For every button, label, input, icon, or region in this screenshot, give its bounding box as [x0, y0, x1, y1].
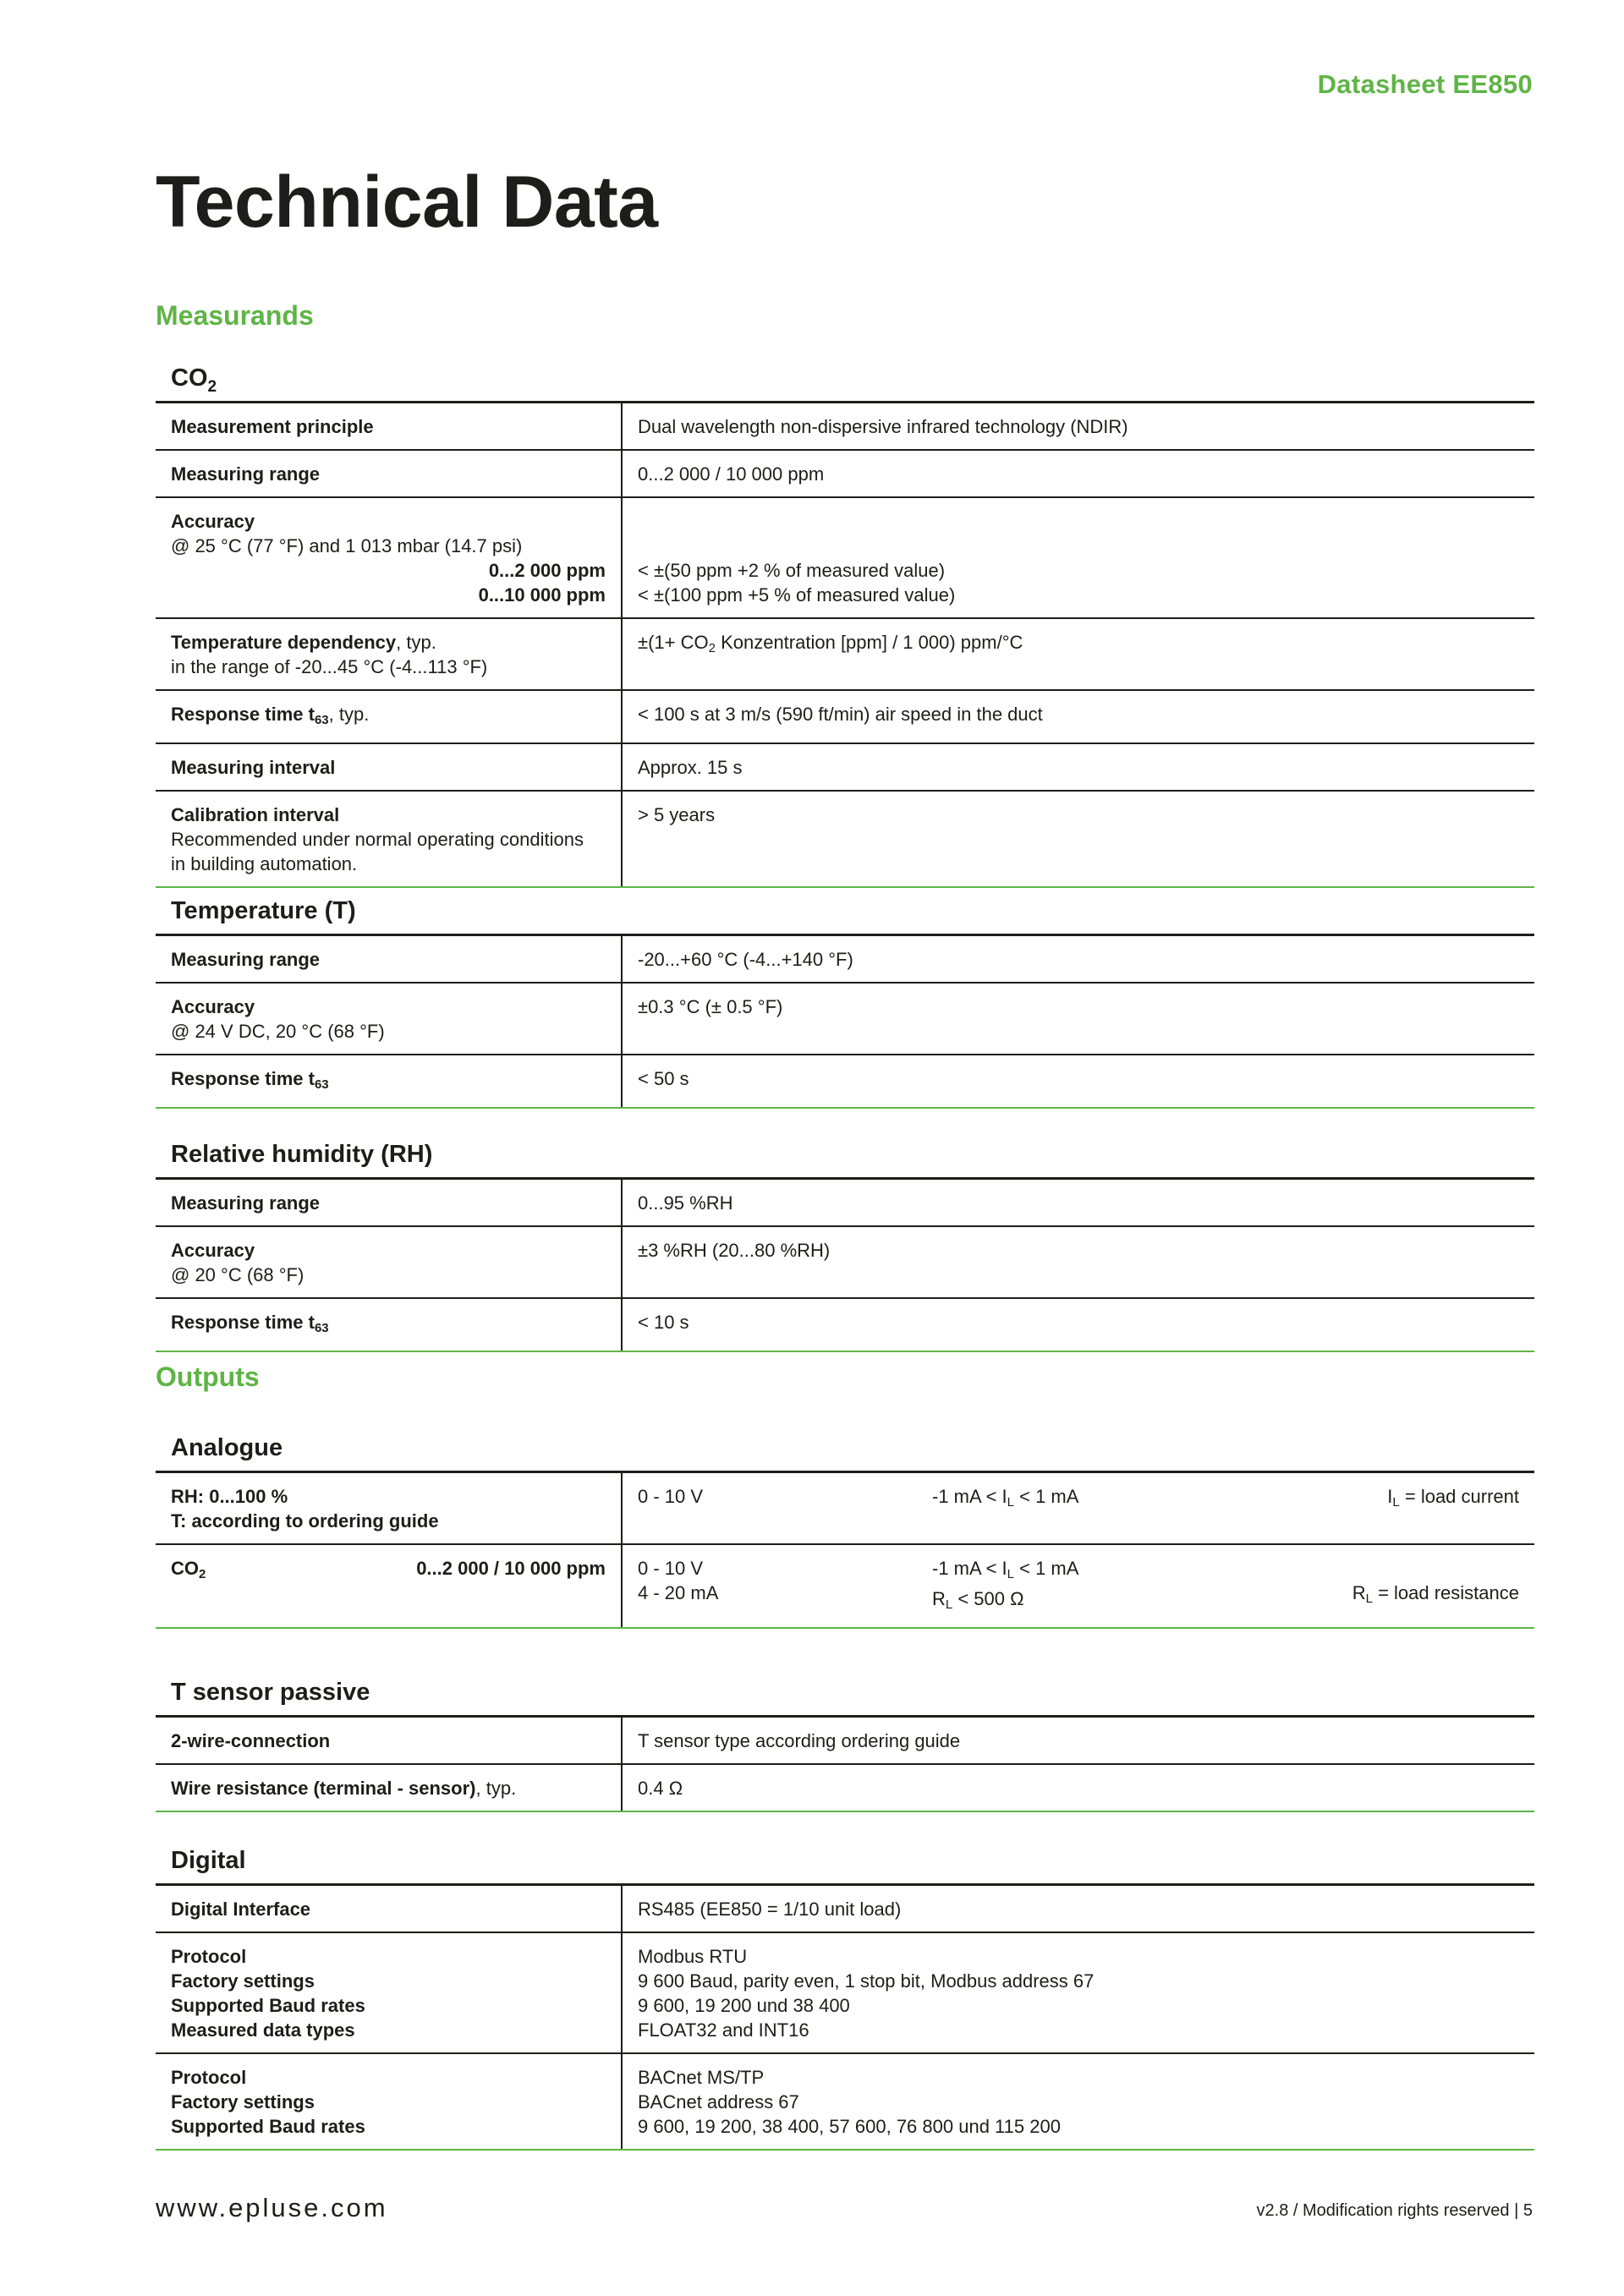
analogue-t-label: T: according to ordering guide [171, 1510, 439, 1532]
table-row [156, 1180, 1534, 1227]
co2-table-title [156, 362, 1534, 401]
load-current-a: I [1387, 1486, 1393, 1507]
table-row [156, 1473, 1534, 1545]
row-value: 0...2 000 / 10 000 ppm [638, 463, 825, 485]
table-row [156, 1545, 1534, 1629]
row-value: 0...95 %RH [638, 1192, 733, 1214]
row-label [156, 1055, 623, 1107]
datasheet-tag: Datasheet EE850 [1317, 69, 1533, 99]
row-label [156, 619, 623, 689]
row-label [156, 1227, 623, 1297]
row-value: > 5 years [638, 804, 716, 825]
bacnet-factory-label: Factory settings [171, 2091, 315, 2112]
accuracy-condition: @ 24 V DC, 20 °C (68 °F) [171, 1021, 385, 1042]
table-row [156, 1886, 1534, 1933]
table-row [156, 1718, 1534, 1765]
modbus-baud-label: Supported Baud rates [171, 1995, 365, 2016]
row-value [623, 1545, 1534, 1627]
calib-label: Calibration interval [171, 804, 340, 825]
row-value [623, 1473, 1534, 1543]
bacnet-protocol-value: BACnet MS/TP [638, 2067, 765, 2088]
load-current-sub: L [1392, 1495, 1400, 1510]
load-current-b: = load current [1399, 1486, 1519, 1507]
co2-title-main: CO [171, 364, 208, 392]
table-row [156, 619, 1534, 691]
temperature-table-title: Temperature (T) [171, 897, 356, 924]
row-label [156, 498, 623, 617]
table-row [156, 1055, 1534, 1109]
tsensor-table [156, 1676, 1534, 1812]
co2-label-sub: 2 [199, 1567, 206, 1581]
response-label: Response time t [171, 1068, 315, 1089]
load-resistance-sub: L [1365, 1592, 1373, 1606]
accuracy-condition: @ 25 °C (77 °F) and 1 013 mbar (14.7 psi) [171, 535, 523, 556]
row-value: RS485 (EE850 = 1/10 unit load) [638, 1899, 902, 1920]
row-label [156, 1299, 623, 1351]
row-value [623, 1933, 1534, 2052]
load-resistance-a: R [1352, 1582, 1366, 1603]
table-row [156, 2054, 1534, 2151]
analogue-voltage: 0 - 10 V [638, 1486, 704, 1507]
analogue-table-title: Analogue [171, 1434, 283, 1461]
response-label: Response time t [171, 1312, 315, 1333]
row-label [156, 1933, 623, 2052]
row-value: ±3 %RH (20...80 %RH) [638, 1240, 831, 1261]
row-label [156, 792, 623, 886]
row-value: < 50 s [638, 1068, 689, 1089]
table-row [156, 1299, 1534, 1352]
table-row [156, 691, 1534, 744]
page-title: Technical Data [156, 162, 658, 243]
tempdep-label: Temperature dependency [171, 632, 397, 653]
co2-title-sub: 2 [207, 377, 217, 396]
modbus-protocol-label: Protocol [171, 1946, 247, 1967]
accuracy-range-2: 0...10 000 ppm [478, 584, 606, 606]
section-title-outputs: Outputs [156, 1362, 260, 1392]
row-value: 0.4 Ω [638, 1778, 683, 1799]
row-value: Dual wavelength non-dispersive infrared technology (NDIR) [638, 416, 1128, 437]
co2-resistance-sub: L [945, 1597, 953, 1612]
digital-table-title: Digital [171, 1847, 246, 1874]
modbus-factory-value: 9 600 Baud, parity even, 1 stop bit, Modbus address 67 [638, 1970, 1095, 1992]
modbus-baud-value: 9 600, 19 200 und 38 400 [638, 1995, 850, 2016]
wire-resistance-suffix: , typ. [475, 1778, 517, 1799]
humidity-table [156, 1138, 1534, 1352]
response-sub: 63 [314, 713, 329, 727]
modbus-factory-label: Factory settings [171, 1970, 315, 1992]
table-row [156, 1933, 1534, 2054]
row-label: Measuring range [156, 936, 623, 982]
accuracy-value-1: < ±(50 ppm +2 % of measured value) [638, 560, 946, 581]
table-row [156, 936, 1534, 984]
co2-current-limit-b: < 1 mA [1014, 1558, 1079, 1579]
co2-resistance-a: R [932, 1588, 946, 1609]
row-value [623, 498, 1534, 617]
table-row [156, 1227, 1534, 1299]
bacnet-protocol-label: Protocol [171, 2067, 247, 2088]
row-label: Digital Interface [156, 1886, 623, 1932]
accuracy-label: Accuracy [171, 996, 255, 1017]
wire-resistance-label: Wire resistance (terminal - sensor) [171, 1778, 476, 1799]
row-label [156, 1765, 623, 1811]
tempdep-suffix: , typ. [396, 632, 436, 653]
bacnet-factory-value: BACnet address 67 [638, 2091, 799, 2112]
tempdep-value-a: ±(1+ CO [638, 632, 709, 653]
row-label: Measuring interval [156, 744, 623, 790]
row-value: -20...+60 °C (-4...+140 °F) [638, 949, 853, 970]
row-label: Measurement principle [156, 403, 623, 449]
co2-current-limit-sub: L [1007, 1567, 1014, 1581]
tempdep-range: in the range of -20...45 °C (-4...113 °F) [171, 656, 488, 677]
bacnet-baud-label: Supported Baud rates [171, 2116, 365, 2137]
response-label: Response time t [171, 704, 315, 725]
row-label: 2-wire-connection [156, 1718, 623, 1763]
table-row [156, 792, 1534, 888]
accuracy-range-1: 0...2 000 ppm [488, 560, 606, 581]
analogue-current-b: < 1 mA [1014, 1486, 1079, 1507]
co2-table [156, 362, 1534, 888]
analogue-current-sub: L [1007, 1495, 1014, 1510]
modbus-datatypes-label: Measured data types [171, 2019, 355, 2041]
response-suffix: , typ. [328, 704, 370, 725]
digital-table [156, 1844, 1534, 2151]
co2-label-range: 0...2 000 / 10 000 ppm [416, 1558, 606, 1579]
modbus-datatypes-value: FLOAT32 and INT16 [638, 2019, 809, 2041]
co2-voltage: 0 - 10 V [638, 1558, 704, 1579]
row-value: < 10 s [638, 1312, 689, 1333]
modbus-protocol-value: Modbus RTU [638, 1946, 748, 1967]
row-value [623, 2054, 1534, 2149]
footer-version: v2.8 / Modification rights reserved | 5 [1256, 2201, 1533, 2220]
row-label [156, 2054, 623, 2149]
row-label: Measuring range [156, 451, 623, 496]
calib-note-1: Recommended under normal operating conditions [171, 829, 584, 850]
bacnet-baud-value: 9 600, 19 200, 38 400, 57 600, 76 800 und 115 200 [638, 2116, 1061, 2137]
analogue-table [156, 1432, 1534, 1629]
table-row [156, 984, 1534, 1055]
table-row [156, 1765, 1534, 1812]
footer-url[interactable]: www.epluse.com [156, 2193, 388, 2222]
table-row [156, 498, 1534, 619]
table-row [156, 744, 1534, 792]
table-row [156, 403, 1534, 451]
co2-current-limit-a: -1 mA < I [932, 1558, 1007, 1579]
row-value: < 100 s at 3 m/s (590 ft/min) air speed in the duct [638, 704, 1043, 725]
response-sub: 63 [314, 1321, 329, 1335]
row-value: Approx. 15 s [638, 757, 743, 778]
row-value: ±0.3 °C (± 0.5 °F) [638, 996, 783, 1017]
co2-label-main: CO [171, 1558, 199, 1579]
analogue-current-a: -1 mA < I [932, 1486, 1007, 1507]
row-value [623, 619, 1534, 689]
humidity-table-title: Relative humidity (RH) [171, 1141, 433, 1168]
calib-note-2: in building automation. [171, 853, 358, 874]
row-label [156, 984, 623, 1054]
tempdep-value-sub: 2 [708, 641, 716, 655]
load-resistance-b: = load resistance [1372, 1582, 1519, 1603]
row-label [156, 691, 623, 743]
tempdep-value-b: Konzentration [ppm] / 1 000) ppm/°C [715, 632, 1023, 653]
tsensor-table-title: T sensor passive [171, 1679, 370, 1706]
accuracy-label: Accuracy [171, 1240, 255, 1261]
response-sub: 63 [314, 1077, 329, 1092]
accuracy-condition: @ 20 °C (68 °F) [171, 1264, 304, 1285]
co2-current: 4 - 20 mA [638, 1582, 719, 1603]
table-row [156, 451, 1534, 498]
analogue-rh-label: RH: 0...100 % [171, 1486, 288, 1507]
section-title-measurands: Measurands [156, 300, 314, 331]
co2-resistance-b: < 500 Ω [952, 1588, 1024, 1609]
row-label: Measuring range [156, 1180, 623, 1225]
row-value: T sensor type according ordering guide [638, 1730, 961, 1751]
row-label [156, 1545, 623, 1627]
row-label [156, 1473, 623, 1543]
temperature-table [156, 895, 1534, 1109]
accuracy-value-2: < ±(100 ppm +5 % of measured value) [638, 584, 956, 606]
accuracy-label: Accuracy [171, 511, 255, 532]
